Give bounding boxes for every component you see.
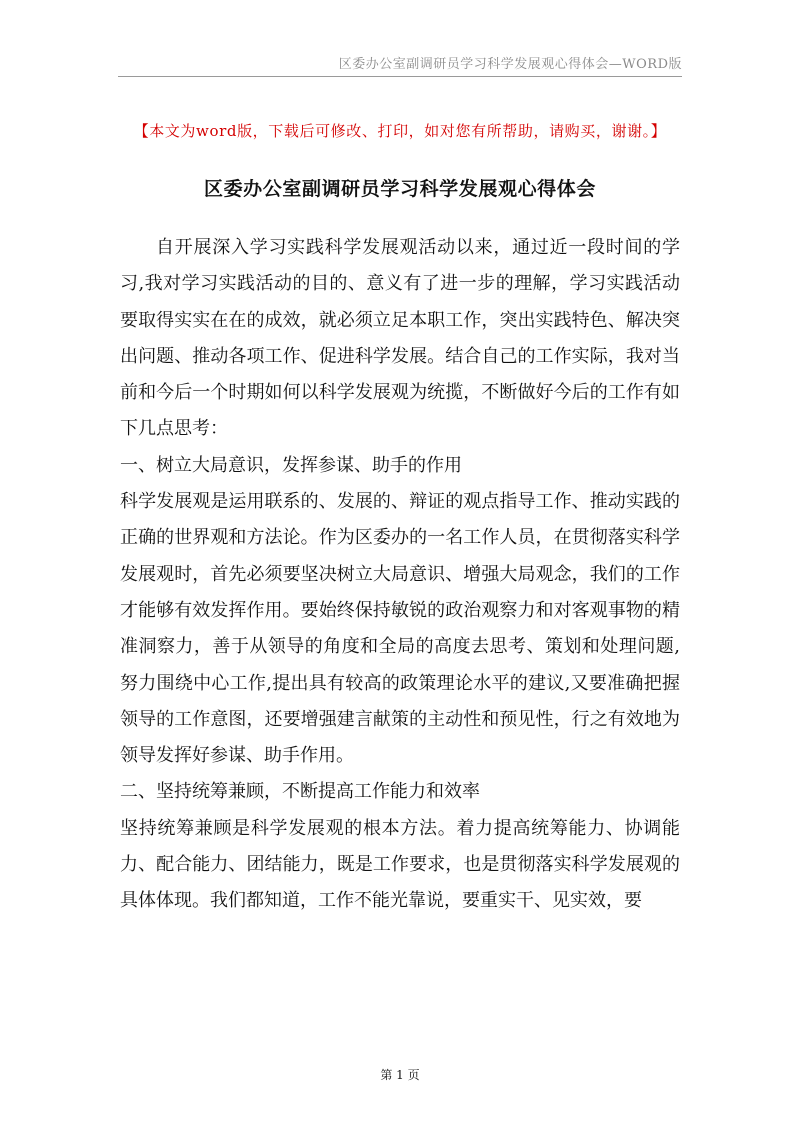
intro-paragraph: 自开展深入学习实践科学发展观活动以来，通过近一段时间的学习,我对学习实践活动的目的、意义有了进一步的理解，学习实践活动要取得实实在在的成效，就必须立足本职工作，突出实践特色、解决突出问题、推动各项工作、促进科学发展。结合自己的工作实际，我对当前和今后一个时期如何以科学发展观为统揽，不断做好今后的工作有如下几点思考： xyxy=(120,237,680,440)
document-title: 区委办公室副调研员学习科学发展观心得体会 xyxy=(203,178,596,200)
section-heading-1: 一、树立大局意识，发挥参谋、助手的作用 xyxy=(120,454,462,476)
header-divider xyxy=(118,76,682,77)
section-paragraph-2: 坚持统筹兼顾是科学发展观的根本方法。着力提高统筹能力、协调能力、配合能力、团结能力，既是工作要求，也是贯彻落实科学发展观的具体体现。我们都知道，工作不能光靠说，要重实干、见实效，要 xyxy=(120,817,680,912)
page-number: 第 1 页 xyxy=(380,1068,420,1082)
section-heading-2: 二、坚持统筹兼顾，不断提高工作能力和效率 xyxy=(120,781,480,803)
download-notice: 【本文为word版，下载后可修改、打印，如对您有所帮助，请购买，谢谢。】 xyxy=(133,122,667,140)
document-body xyxy=(120,230,680,920)
running-header: 区委办公室副调研员学习科学发展观心得体会—WORD版 xyxy=(338,57,682,72)
section-paragraph-1: 科学发展观是运用联系的、发展的、辩证的观点指导工作、推动实践的正确的世界观和方法论。作为区委办的一名工作人员，在贯彻落实科学发展观时，首先必须要坚决树立大局意识、增强大局观念，我们的工作才能够有效发挥作用。要始终保持敏锐的政治观察力和对客观事物的精准洞察力，善于从领导的角度和全局的高度去思考、策划和处理问题,努力围绕中心工作,提出具有较高的政策理论水平的建议,又要准确把握领导的工作意图，还要增强建言献策的主动性和预见性，行之有效地为领导发挥好参谋、助手作用。 xyxy=(120,491,680,767)
